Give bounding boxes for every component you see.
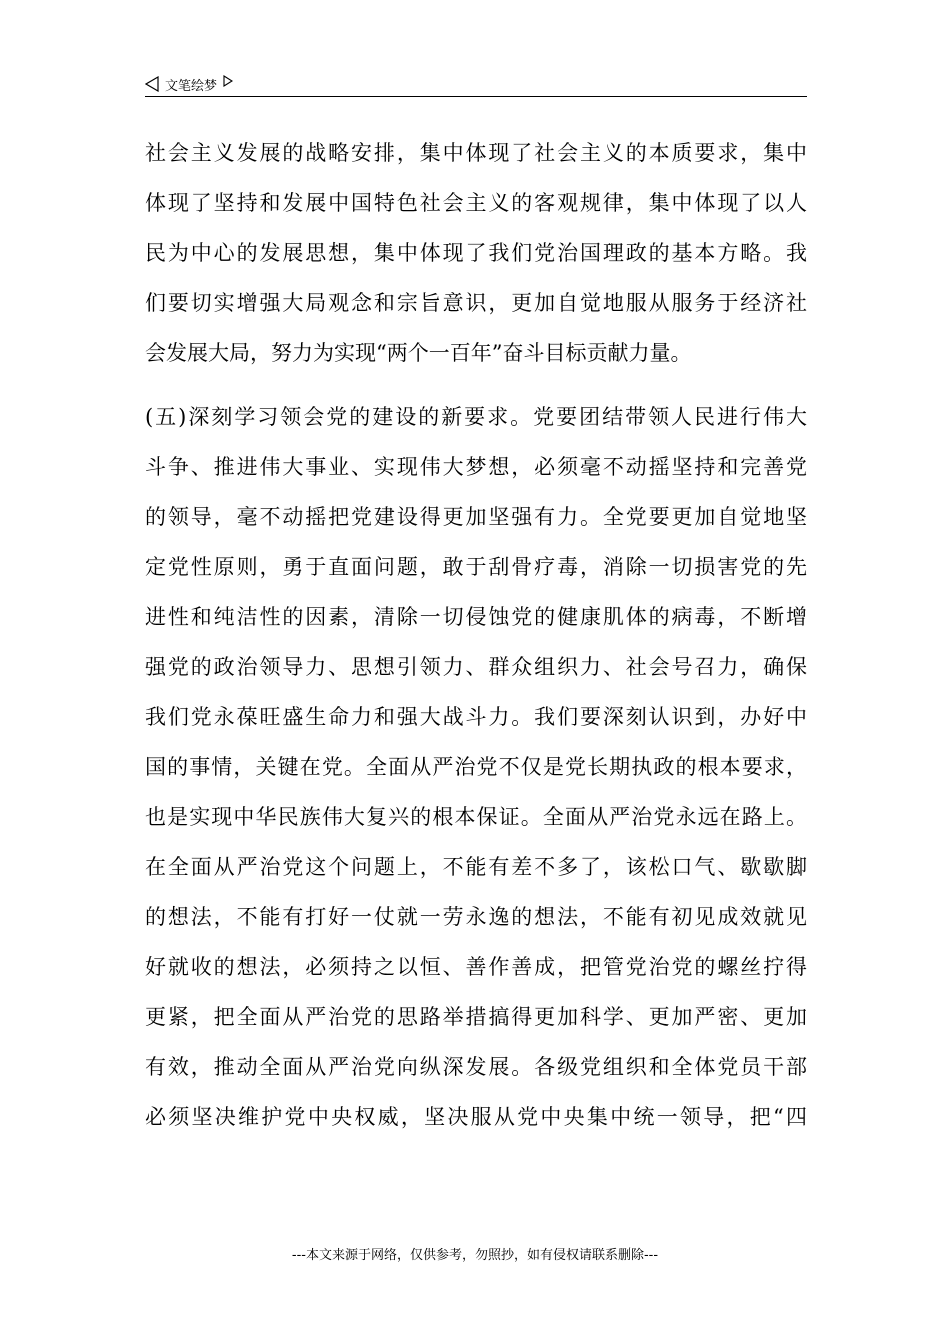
text-line: (五)深刻学习领会党的建设的新要求。党要团结带领人民进行伟大 <box>145 405 807 429</box>
text-line: 国的事情，关键在党。全面从严治党不仅是党长期执政的根本要求， <box>145 755 807 779</box>
paragraph-spacer <box>145 378 807 392</box>
document-body <box>145 128 807 1142</box>
paragraph-2 <box>145 392 807 1142</box>
text-line: 定党性原则，勇于直面问题，敢于刮骨疗毒，消除一切损害党的先 <box>145 555 807 579</box>
page-header <box>145 72 807 96</box>
text-line: 民为中心的发展思想，集中体现了我们党治国理政的基本方略。我 <box>145 241 807 265</box>
text-line: 的想法，不能有打好一仗就一劳永逸的想法，不能有初见成效就见 <box>145 905 807 929</box>
text-line: 的领导，毫不动摇把党建设得更加坚强有力。全党要更加自觉地坚 <box>145 505 807 529</box>
page-footer: ---本文来源于网络，仅供参考，勿照抄，如有侵权请联系删除--- <box>291 1248 659 1263</box>
text-line: 强党的政治领导力、思想引领力、群众组织力、社会号召力，确保 <box>145 655 807 679</box>
text-line: 斗争、推进伟大事业、实现伟大梦想，必须毫不动摇坚持和完善党 <box>145 455 807 479</box>
header-title: 文笔绘梦 <box>165 78 218 94</box>
text-line: 会发展大局，努力为实现“两个一百年”奋斗目标贡献力量。 <box>145 341 692 365</box>
text-line: 有效，推动全面从严治党向纵深发展。各级党组织和全体党员干部 <box>145 1055 807 1079</box>
text-line: 社会主义发展的战略安排，集中体现了社会主义的本质要求，集中 <box>145 141 807 165</box>
text-line: 更紧，把全面从严治党的思路举措搞得更加科学、更加严密、更加 <box>145 1005 807 1029</box>
paragraph-1 <box>145 128 807 378</box>
text-line: 我们党永葆旺盛生命力和强大战斗力。我们要深刻认识到，办好中 <box>145 705 807 729</box>
text-line: 进性和纯洁性的因素，清除一切侵蚀党的健康肌体的病毒，不断增 <box>145 605 807 629</box>
text-line: 好就收的想法，必须持之以恒、善作善成，把管党治党的螺丝拧得 <box>145 955 807 979</box>
text-line: 也是实现中华民族伟大复兴的根本保证。全面从严治党永远在路上。 <box>145 805 807 829</box>
triangle-right-icon <box>223 75 233 87</box>
text-line: 们要切实增强大局观念和宗旨意识，更加自觉地服从服务于经济社 <box>145 291 807 315</box>
text-line: 必须坚决维护党中央权威，坚决服从党中央集中统一领导，把“四 <box>145 1105 807 1129</box>
text-line: 在全面从严治党这个问题上，不能有差不多了，该松口气、歇歇脚 <box>145 855 807 879</box>
text-line: 体现了坚持和发展中国特色社会主义的客观规律，集中体现了以人 <box>145 191 807 215</box>
triangle-left-icon <box>145 76 159 92</box>
header-divider <box>145 96 807 97</box>
